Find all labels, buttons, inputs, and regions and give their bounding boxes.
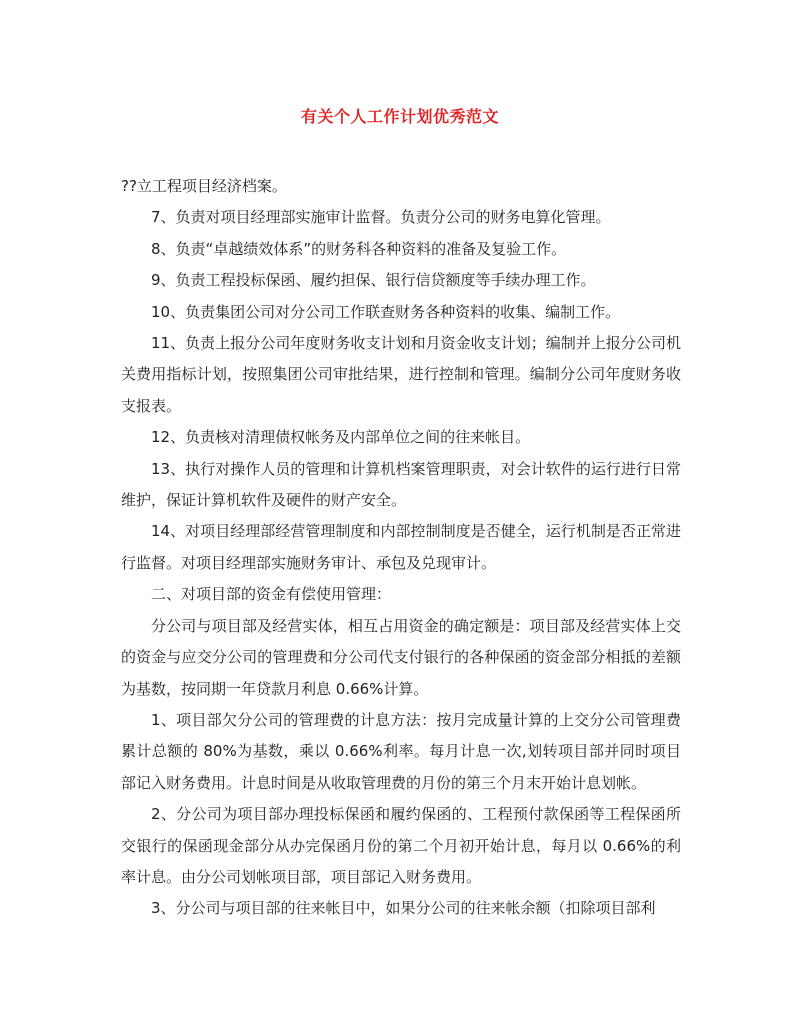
document-title: 有关个人工作计划优秀范文 xyxy=(300,107,499,126)
paragraph: 13、执行对操作人员的管理和计算机档案管理职责，对会计软件的运行进行日常维护，保证计算机软件及硬件的财产安全。 xyxy=(121,459,681,510)
paragraph: 11、负责上报分公司年度财务收支计划和月资金收支计划；编制并上报分公司机关费用指标计划，按照集团公司审批结果，进行控制和管理。编制分公司年度财务收支报表。 xyxy=(121,334,681,415)
paragraph: 10、负责集团公司对分公司工作联查财务各种资料的收集、编制工作。 xyxy=(151,302,621,321)
paragraph: 14、对项目经理部经营管理制度和内部控制制度是否健全，运行机制是否正常进行监督。对项目经理部实施财务审计、承包及兑现审计。 xyxy=(121,522,681,572)
paragraph: 7、负责对项目经理部实施审计监督。负责分公司的财务电算化管理。 xyxy=(151,208,611,227)
paragraph: 9、负责工程投标保函、履约担保、银行信贷额度等手续办理工作。 xyxy=(151,271,596,290)
paragraph: 3、分公司与项目部的往来帐目中，如果分公司的往来帐余额（扣除项目部利 xyxy=(151,899,656,918)
paragraph: ??立工程项目经济档案。 xyxy=(121,177,287,195)
paragraph: 12、负责核对清理债权帐务及内部单位之间的往来帐目。 xyxy=(151,428,531,447)
document-body xyxy=(121,171,681,925)
paragraph: 分公司与项目部及经营实体，相互占用资金的确定额是：项目部及经营实体上交的资金与应交分公司的管理费和分公司代支付银行的各种保函的资金部分相抵的差额为基数，按同期一年贷款月利息 0.66%计算。 xyxy=(121,616,681,698)
paragraph: 8、负责“卓越绩效体系”的财务科各种资料的准备及复验工作。 xyxy=(151,239,567,258)
paragraph: 1、项目部欠分公司的管理费的计息方法：按月完成量计算的上交分公司管理费累计总额的 80%为基数，乘以 0.66%利率。每月计息一次,划转项目部并同时项目部记入财务费用。计息时间是从收取管理费的月份的第三个月末开始计息划帐。 xyxy=(121,710,681,792)
paragraph: 2、分公司为项目部办理投标保函和履约保函的、工程预付款保函等工程保函所交银行的保函现金部分从办完保函月份的第二个月初开始计息，每月以 0.66%的利率计息。由分公司划帐项目部，项目部记入财务费用。 xyxy=(121,805,681,886)
section-heading: 二、对项目部的资金有偿使用管理： xyxy=(151,585,392,604)
